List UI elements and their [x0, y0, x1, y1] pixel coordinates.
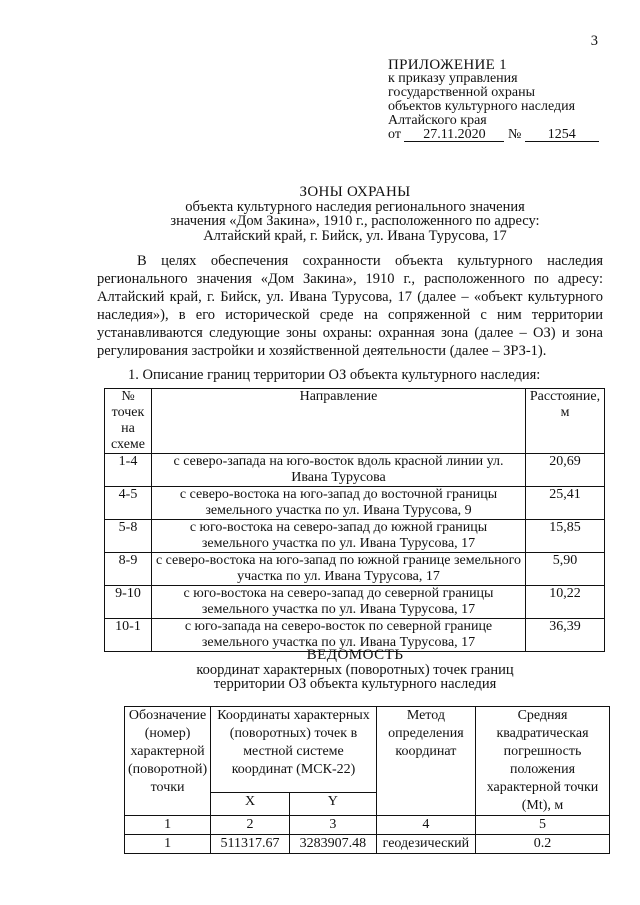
cell-distance: 36,39 [526, 619, 605, 652]
header-accuracy: Средняя квадратическая погрешность положения характерной точки (Mt), м [476, 707, 610, 816]
cell-direction: с северо-запада на юго-восток вдоль красной линии ул. Ивана Турусова [152, 454, 526, 487]
appendix-line: Алтайского края [388, 113, 487, 128]
cell-method: геодезический [376, 835, 475, 854]
title-heading: ЗОНЫ ОХРАНЫ [299, 184, 411, 200]
cell-distance: 10,22 [526, 586, 605, 619]
header-points: № точек на схеме [105, 389, 152, 454]
cell-distance: 20,69 [526, 454, 605, 487]
title-line: значения «Дом Закина», 1910 г., расположенного по адресу: [170, 213, 540, 229]
cell-points: 1-4 [105, 454, 152, 487]
cell-y: 3283907.48 [289, 835, 376, 854]
cell-point: 1 [125, 835, 211, 854]
column-number: 5 [476, 816, 610, 835]
vedomost-line: координат характерных (поворотных) точек границ [196, 661, 514, 678]
cell-points: 10-1 [105, 619, 152, 652]
cell-x: 511317.67 [211, 835, 290, 854]
column-number: 2 [211, 816, 290, 835]
table-row [105, 487, 605, 520]
document-title [90, 185, 620, 243]
table-row [125, 835, 610, 854]
intro-paragraph-block [97, 252, 603, 360]
header-designation: Обозначение (номер) характерной (поворотной) точки [125, 707, 211, 816]
column-number-row [125, 816, 610, 835]
column-number: 4 [376, 816, 475, 835]
cell-points: 4-5 [105, 487, 152, 520]
boundary-table [104, 388, 605, 652]
cell-distance: 15,85 [526, 520, 605, 553]
cell-direction: с северо-востока на юго-запад до восточной границы земельного участка по ул. Ивана Турусова, 9 [152, 487, 526, 520]
vedomost-title [90, 648, 620, 692]
title-line: объекта культурного наследия регионального значения [185, 198, 525, 215]
from-label: от [388, 127, 401, 142]
table-header-row [125, 707, 610, 793]
coords-table [124, 706, 610, 854]
cell-direction: с юго-запада на северо-восток по северной границе земельного участка по ул. Ивана Турусова, 17 [152, 619, 526, 652]
header-method: Метод определения координат [376, 707, 475, 816]
cell-points: 5-8 [105, 520, 152, 553]
title-line: Алтайский край, г. Бийск, ул. Ивана Турусова, 17 [203, 227, 507, 244]
number-label: № [507, 127, 522, 142]
cell-direction: с юго-востока на северо-запад до южной границы земельного участка по ул. Ивана Турусова, 17 [152, 520, 526, 553]
section-heading: 1. Описание границ территории ОЗ объекта культурного наследия: [128, 367, 541, 383]
page-number: 3 [590, 33, 598, 49]
header-direction: Направление [152, 389, 526, 454]
appendix-line: государственной охраны [388, 85, 536, 100]
table-row [105, 520, 605, 553]
appendix-line: к приказу управления [388, 71, 518, 86]
order-number: 1254 [525, 128, 599, 142]
cell-points: 9-10 [105, 586, 152, 619]
appendix-title: ПРИЛОЖЕНИЕ 1 [388, 57, 507, 73]
table-row [105, 454, 605, 487]
cell-accuracy: 0.2 [476, 835, 610, 854]
order-date: 27.11.2020 [404, 128, 504, 142]
vedomost-line: территории ОЗ объекта культурного наследия [213, 676, 497, 692]
table-row [105, 553, 605, 586]
header-y: Y [289, 793, 376, 816]
header-coords: Координаты характерных (поворотных) точек в местной системе координат (МСК-22) [211, 707, 377, 793]
intro-paragraph: В целях обеспечения сохранности объекта культурного наследия регионального значения «Дом Закина», 1910 г., расположенного по адресу: Алтайский край, г. Бийск, ул. Ивана Турусова, 17 (далее – «объект культурного наследия»), в его исторической среде на сопряженной с ним территории устанавливаются следующие зоны охраны: охранная зона (далее – ОЗ) и зона регулирования застройки и хозяйственной деятельности (далее – ЗРЗ-1). [97, 253, 603, 359]
cell-direction: с северо-востока на юго-запад по южной границе земельного участка по ул. Ивана Турусова, 17 [152, 553, 526, 586]
order-date-line [388, 128, 608, 142]
cell-points: 8-9 [105, 553, 152, 586]
appendix-line: объектов культурного наследия [388, 99, 576, 114]
column-number: 3 [289, 816, 376, 835]
appendix-block [388, 58, 608, 142]
cell-distance: 5,90 [526, 553, 605, 586]
table-header-row [105, 389, 605, 454]
cell-distance: 25,41 [526, 487, 605, 520]
column-number: 1 [125, 816, 211, 835]
header-x: X [211, 793, 290, 816]
cell-direction: с юго-востока на северо-запад до северной границы земельного участка по ул. Ивана Турусова, 17 [152, 586, 526, 619]
table-row [105, 586, 605, 619]
vedomost-heading: ВЕДОМОСТЬ [306, 647, 404, 663]
header-distance: Расстояние, м [526, 389, 605, 454]
